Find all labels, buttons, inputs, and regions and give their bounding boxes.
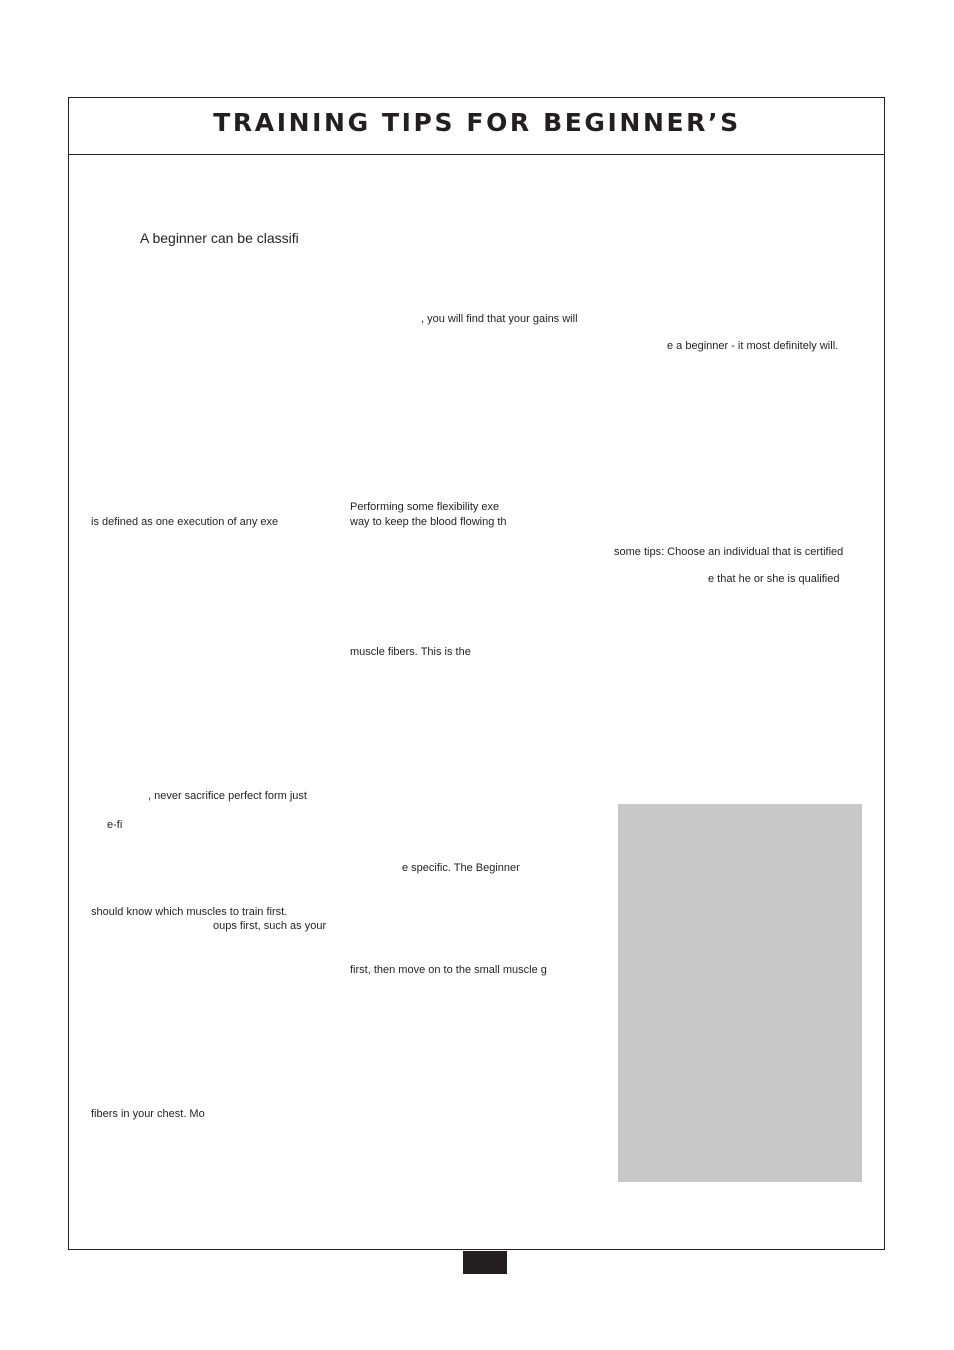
small-muscle-text: first, then move on to the small muscle g [350, 964, 547, 976]
tips-text: some tips: Choose an individual that is certified [614, 546, 844, 558]
efi-text: e-fi [107, 819, 123, 831]
form-text: , never sacrifice perfect form just [148, 790, 307, 802]
flexibility-text-2: way to keep the blood flowing th [350, 516, 507, 528]
gains-text: , you will find that your gains will [421, 313, 578, 325]
muscle-fibers-text: muscle fibers. This is the [350, 646, 471, 658]
page-title: TRAINING TIPS FOR BEGINNER’S [213, 108, 741, 137]
intro-text: A beginner can be classifi [140, 230, 299, 246]
rep-definition-text: is defined as one execution of any exe [91, 516, 279, 528]
sidebar-panel [618, 804, 862, 1182]
qualified-text: e that he or she is qualified [708, 573, 840, 585]
groups-first-text: oups first, such as your [213, 920, 327, 932]
beginner-will-text: e a beginner - it most definitely will. [667, 340, 839, 352]
specific-text: e specific. The Beginner [402, 862, 520, 874]
muscles-first-text: should know which muscles to train first. [91, 906, 288, 918]
chest-text: fibers in your chest. Mo [91, 1108, 205, 1120]
header-divider [68, 154, 885, 155]
flexibility-text-1: Performing some flexibility exe [350, 501, 500, 513]
page-number-tab [463, 1251, 507, 1274]
